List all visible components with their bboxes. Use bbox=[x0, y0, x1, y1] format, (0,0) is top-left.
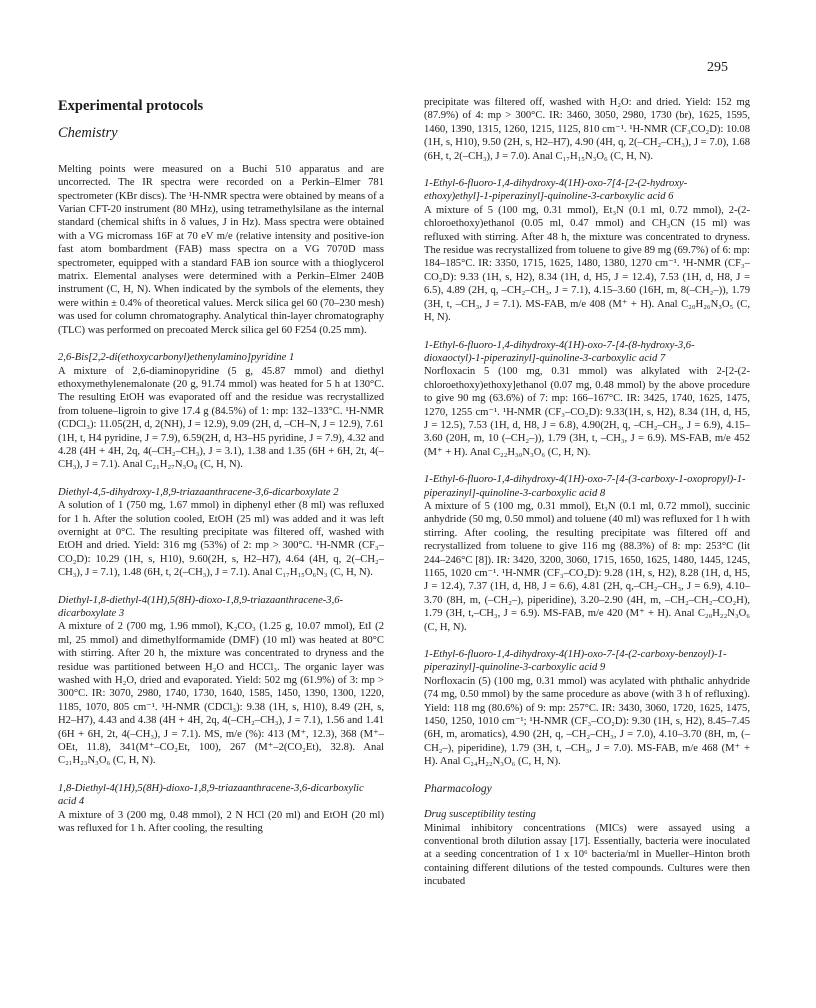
general-methods-text: Melting points were measured on a Buchi 510 apparatus and are uncorrected. The IR spectra were recorded on a Perkin–Elmer 781 spectrometer (KBr discs). The ¹H-NMR spectra were obtained by means of a Varian CFT-20 instrument (80 MHz), using tetramethylsilane as the internal standard (chemical shifts in δ values, J in Hz). Mass spectra were obtained with a VG micromass 16F at 70 eV m/e (relative intensity and positive-ion fast atom bombardment (FAB) mass spectra on a VG 7070D mass spectrometer, equipped with a standard FAB ion source with a thioglycerol matrix. Elemental analyses were determined with a Perkin–Elmer 240B instrument (C, H, N). When indicated by the symbols of the elements, they were within ± 0.4% of theoretical values. Merck silica gel 60 (70–230 mesh) was used for column chromatography. Analytical thin-layer chromatography (TLC) was performed on precoated Merck silica gel 60 F254 (0.25 mm). bbox=[58, 163, 384, 336]
compound-6-heading: 1-Ethyl-6-fluoro-1,4-dihydroxy-4(1H)-oxo-7[4-[2-(2-hydroxy-ethoxy)ethyl]-1-piperazinyl]-quinoline-3-carboxylic acid 6 bbox=[424, 178, 688, 203]
compound-1-section bbox=[58, 351, 384, 472]
mic-body: Minimal inhibitory concentrations (MICs) were assayed using a conventional broth dilution assay [17]. Essentially, bacteria were inoculated at a seeding concentration of 1 x 10⁶ bacteria/ml in Mueller–Hinton broth containing different dilutions of the tested compounds. Cultures were then incubated bbox=[424, 822, 750, 888]
compound-6-body: A mixture of 5 (100 mg, 0.31 mmol), Et₃N (0.1 ml, 0.72 mmol), 2-(2-chloroethoxy)ethanol (0.05 ml, 0.47 mmol) and CH₃CN (15 ml) was refluxed with stirring. After 48 h, the mixture was concentrated to dryness. The residue was recrystallized from toluene to give 89 mg (69.7%) of 6: mp: 184–185°C. IR: 3350, 1715, 1625, 1480, 1380, 1270 cm⁻¹. ¹H-NMR (CF₃–CO₂D): 9.33 (1H, s, H2), 8.34 (1H, d, H5, J = 12.4), 7.53 (1H, d, H8, J = 6.5), 4.89 (2H, q, –CH₂–CH₃, J = 7.1), 4.15–3.60 (16H, m, 8(–CH₂–)), 1.79 (3H, t, –CH₃, J = 7.1). MS-FAB, m/e 408 (M⁺ + H). Anal C₂₀H₂₆N₃O₅ (C, H, N). bbox=[424, 204, 750, 324]
compound-7-heading: 1-Ethyl-6-fluoro-1,4-dihydroxy-4(1H)-oxo-7-[4-(8-hydroxy-3,6-dioxaoctyl)-1-piperazinyl]-quinoline-3-carboxylic acid 7 bbox=[424, 339, 695, 364]
compound-4-continued bbox=[424, 96, 750, 163]
compound-4-heading: 1,8-Diethyl-4(1H),5(8H)-dioxo-1,8,9-triazaanthracene-3,6-dicarboxylic acid 4 bbox=[58, 782, 364, 808]
compound-2-heading: Diethyl-4,5-dihydroxy-1,8,9-triazaanthracene-3,6-dicarboxylate 2 bbox=[58, 486, 339, 498]
compound-3-heading: Diethyl-1,8-diethyl-4(1H),5(8H)-dioxo-1,8,9-triazaanthracene-3,6-dicarboxylate 3 bbox=[58, 594, 344, 619]
mic-heading: Drug susceptibility testing bbox=[424, 809, 536, 821]
compound-4-section bbox=[58, 782, 384, 836]
compound-9-body: Norfloxacin (5) (100 mg, 0.31 mmol) was acylated with phthalic anhydride (74 mg, 0.50 mmol) by the same procedure as above (with 3 h of refluxing). Yield: 118 mg (80.6%) of 9: mp: 257°C. IR: 3430, 3060, 1720, 1625, 1475, 1450, 1250, 1010 cm⁻¹; ¹H-NMR (CF₃–CO₂D): 9.30 (1H, s, H2), 8.45–7.45 (6H, m, aromatics), 4.90 (2H, q, –CH₂–CH₃, J = 7.0), 4.10–3.70 (8H, m, (–CH₂–), piperidine), 1.79 (3H, t, –CH₃, J = 7.0). MS-FAB, m/e 468 (M⁺ + H). Anal C₂₄H₂₂N₃O₆ (C, H, N). bbox=[424, 675, 750, 768]
subsection-title: Chemistry bbox=[58, 125, 118, 142]
compound-2-section bbox=[58, 486, 384, 580]
compound-4-body: A mixture of 3 (200 mg, 0.48 mmol), 2 N HCl (20 ml) and EtOH (20 ml) was refluxed for 1 h. After cooling, the resulting bbox=[58, 809, 384, 835]
left-column bbox=[58, 96, 384, 850]
page-number: 295 bbox=[707, 60, 728, 75]
compound-6-section bbox=[424, 177, 750, 324]
mic-section bbox=[424, 808, 750, 888]
section-title: Experimental protocols bbox=[58, 98, 204, 114]
compound-4-continued-body: precipitate was filtered off, washed with H₂O: and dried. Yield: 152 mg (87.9%) of 4: mp > 300°C. IR: 3460, 3050, 2980, 1730 (br), 1625, 1595, 1460, 1390, 1315, 1260, 1215, 1125, 810 cm⁻¹. ¹H-NMR (CF₃CO₂D): 10.08 (1H, s, H10), 9.50 (2H, s, H2–H7), 4.90 (4H, q, 2(–CH₂–CH₃), J = 7.0), 1.68 (6H, t, 2(–CH₃), J = 7.0). Anal C₁₇H₁₅N₃O₆ (C, H, N). bbox=[424, 97, 750, 162]
compound-3-body: A mixture of 2 (700 mg, 1.96 mmol), K₂CO₃ (1.25 g, 10.07 mmol), EtI (2 ml, 25 mmol) and dimethylformamide (DMF) (10 ml) was heated at 80°C with stirring. After 20 h, the mixture was concentrated to dryness and the residue was partitioned between H₂O and HCCl₃. The organic layer was washed with H₂O, dried and evaporated. Yield: 502 mg (61.9%) of 3: mp > 300°C. IR: 3070, 2980, 1740, 1730, 1640, 1585, 1450, 1390, 1300, 1220, 1185, 1070, 805 cm⁻¹. ¹H-NMR (CDCl₃): 9.38 (1H, s, H10), 8.49 (2H, s, H2–H7), 4.43 and 4.38 (4H + 4H, 2q, 4(–CH₂–CH₃), J = 7.1), 1.56 and 1.41 (6H + 6H, 2t, 4(–CH₃), J = 7.1). MS, m/e (%): 413 (M⁺, 12.3), 368 (M⁺–OEt, 11.8), 341(M⁺–CO₂Et, 100), 267 (M⁺–2(CO₂Et), 32.8). Anal C₂₁H₂₃N₃O₆ (C, H, N). bbox=[58, 621, 384, 767]
compound-8-body: A mixture of 5 (100 mg, 0.31 mmol), Et₃N (0.1 ml, 0.72 mmol), succinic anhydride (50 mg, 0.50 mmol) and toluene (40 ml) was refluxed for 1 h with stirring. After cooling, the resulting precipitate was filtered off and recrystallized from toluene to give 116 mg (88.3%) of 8: mp: 253°C (lit 244–246°C [8]). IR: 3420, 3200, 3060, 1715, 1650, 1625, 1480, 1445, 1245, 1165, 1020 cm⁻¹. ¹H-NMR (CF₃–CO₂D): 9.28 (1H, s, H2), 8.28 (1H, d, H5, J = 12.4), 7.37 (1H, d, H8, J = 6.6), 4.81 (2H, q,–CH₂–CH₃, J = 6.9), 4.10–3.70 (8H, m, (–CH₂–), piperidine), 3.20–2.90 (4H, m, –CH₂–CH₂–CO₂H), 1.79 (3H, t,–CH₃, J = 6.9). MS-FAB, m/e 420 (M⁺ + H). Anal C₂₀H₂₂N₃O₆ (C, H, N). bbox=[424, 500, 750, 633]
compound-8-section bbox=[424, 473, 750, 634]
general-methods-paragraph bbox=[58, 163, 384, 337]
compound-1-body: A mixture of 2,6-diaminopyridine (5 g, 45.87 mmol) and diethyl ethoxymethylenemalonate (20 g, 91.74 mmol) was heated for 5 h at 130°C. The resulting EtOH was evaporated off and the residue was recrystallized from toluene–ligroin to give 17.4 g (84.5%) of 1: mp: 132–133°C. ¹H-NMR (CDCl₃): 11.05(2H, d, 2(NH), J = 12.9), 9.09 (2H, d, –CH–N, J = 12.9), 7.61 (1H, t, H4 pyridine, J = 7.9), 6.59(2H, d, H3–H5 pyridine, J = 7.9), 4.32 and 4.28 (4H + 4H, 2q, 4(–CH₂–CH₃), J = 3.1), 1.38 and 1.35 (6H + 6H, 2t, 4(–CH₃), J = 7.1). Anal C₂₁H₂₇N₃O₈ (C, H, N). bbox=[58, 365, 384, 471]
compound-1-heading: 2,6-Bis[2,2-di(ethoxycarbonyl)ethenylamino]pyridine 1 bbox=[58, 352, 295, 364]
pharmacology-title: Pharmacology bbox=[424, 782, 492, 795]
compound-3-section bbox=[58, 594, 384, 768]
compound-7-body: Norfloxacin 5 (100 mg, 0.31 mmol) was alkylated with 2-[2-(2-chloroethoxy)ethoxy]ethanol (0.07 mg, 0.48 mmol) by the above procedure to give 90 mg (63.6%) of 7: mp: 166–167°C. IR: 3425, 1740, 1625, 1475, 1270, 1255 cm⁻¹. ¹H-NMR (CF₃–CO₂D): 9.33(1H, s, H2), 8.34 (1H, d, H5, J = 12.5), 7.53 (1H, d, H8, J = 6.8), 4.90(2H, q, –CH₂–CH₃, J = 6.9), 4.15–3.60 (20H, m, 10 (–CH₂–)), 1.79 (3H, t, –CH₃, J = 6.9). MS-FAB, m/e 452 (M⁺ + H). Anal C₂₂H₃₀N₃O₆ (C, H, N). bbox=[424, 366, 750, 458]
right-column bbox=[424, 96, 750, 903]
compound-8-heading: 1-Ethyl-6-fluoro-1,4-dihydroxy-4(1H)-oxo-7-[4-(3-carboxy-1-oxopropyl)-1-piperazinyl]-quinoline-3-carboxylic acid 8 bbox=[424, 474, 746, 499]
compound-9-section bbox=[424, 648, 750, 769]
compound-7-section bbox=[424, 339, 750, 460]
compound-2-body: A solution of 1 (750 mg, 1.67 mmol) in diphenyl ether (8 ml) was refluxed for 1 h. After the solution cooled, EtOH (25 ml) was added and it was left overnight at 0°C. The resulting precipitate was filtered off, washed with EtOH and dried. Yield: 316 mg (53%) of 2: mp > 300°C. ¹H-NMR (CF₃–CO₂D): 10.29 (1H, s, H10), 9.60(2H, s, H2–H7), 4.64 (4H, q, 2(–CH₂– CH₃), J = 7.1), 1.48 (6H, t, 2(–CH₃), J = 7.1). Anal C₁₇H₁₅O₆N₃ (C, H, N). bbox=[58, 500, 384, 579]
compound-9-heading: 1-Ethyl-6-fluoro-1,4-dihydroxy-4(1H)-oxo-7-[4-(2-carboxy-benzoyl)-1-piperazinyl]-quinoline-3-carboxylic acid 9 bbox=[424, 649, 727, 674]
